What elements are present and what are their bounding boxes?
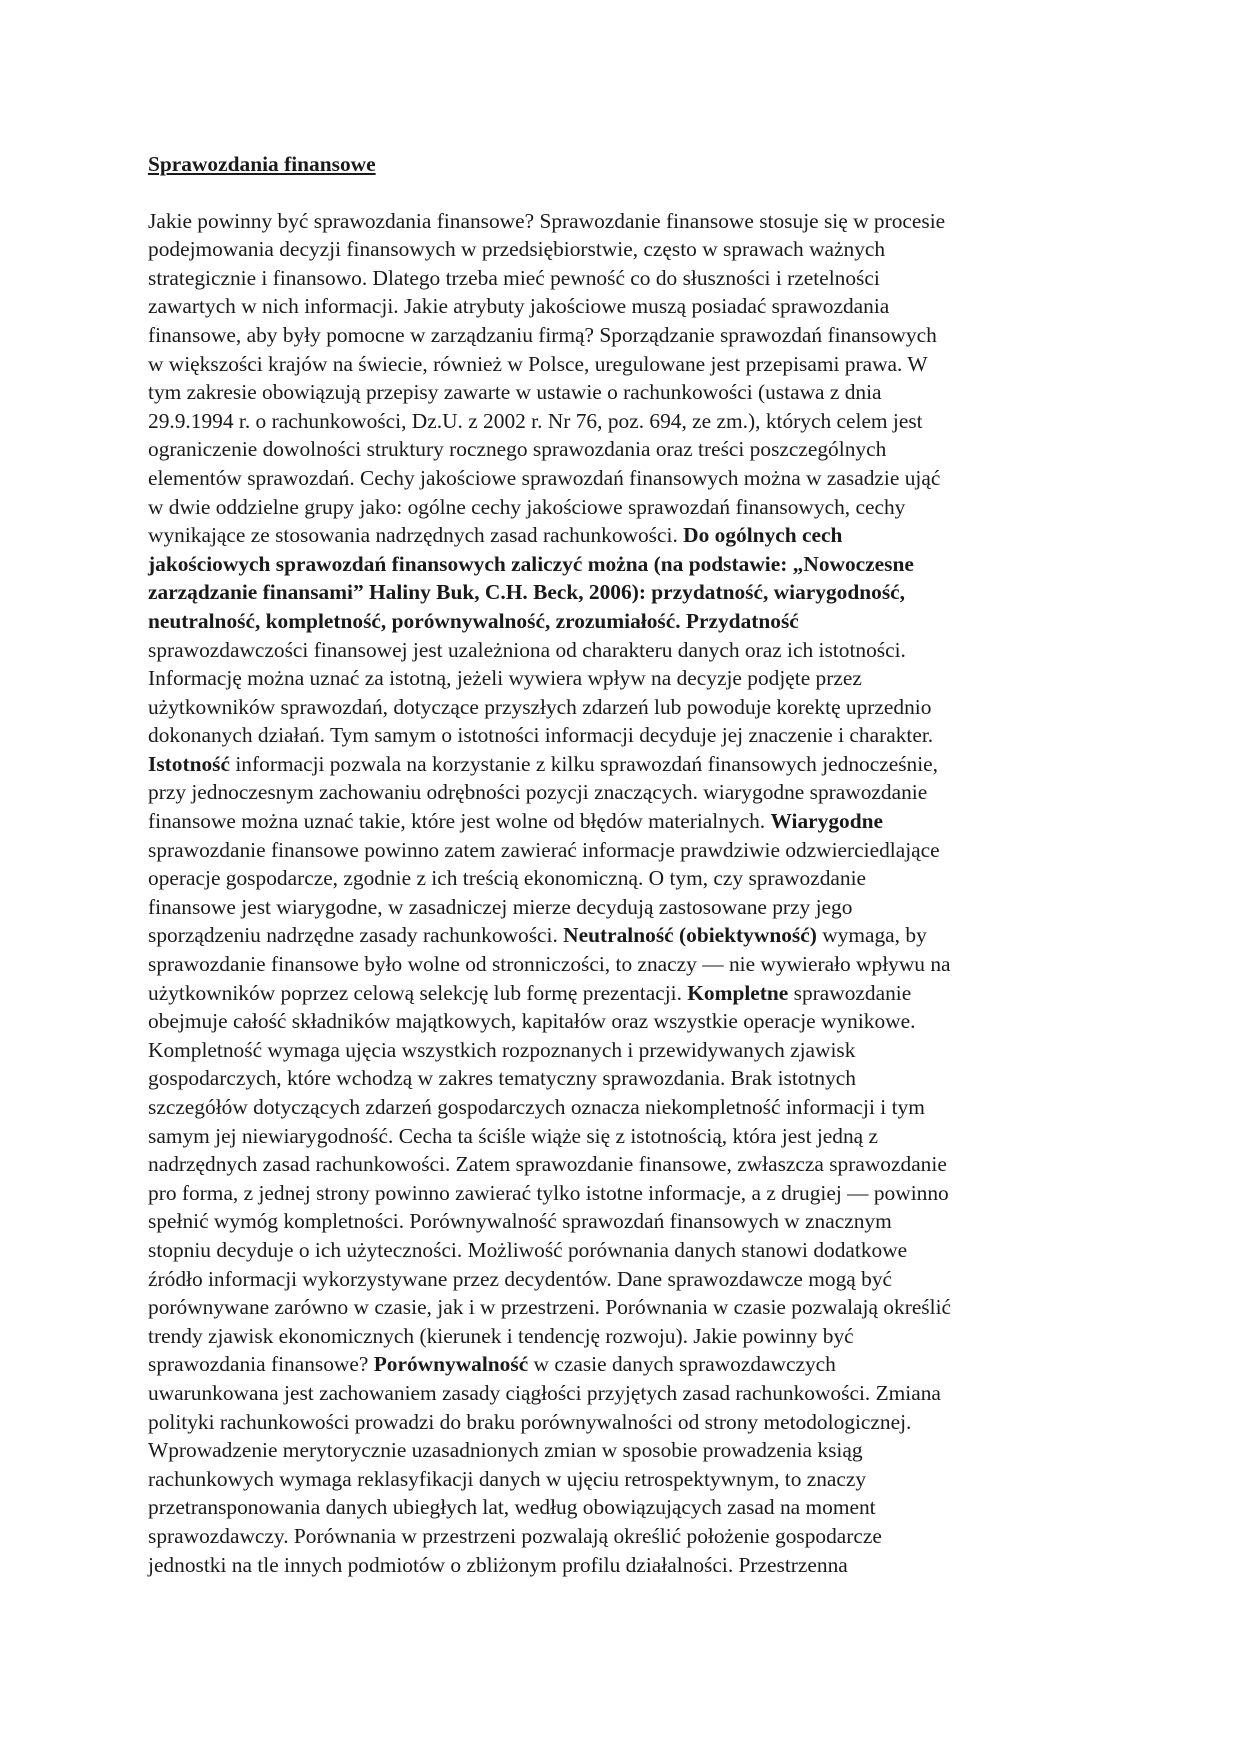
text-segment: 29.9.1994 r. o rachunkowości, Dz.U. z 2002 r. Nr 76, poz. 694, ze zm.), których celem jest: [148, 408, 923, 433]
text-line: [148, 950, 1088, 979]
text-line: [148, 836, 1088, 865]
text-segment: sprawozdawczości finansowej jest uzależniona od charakteru danych oraz ich istotności.: [148, 637, 906, 662]
text-segment: szczegółów dotyczących zdarzeń gospodarczych oznacza niekompletność informacji i tym: [148, 1095, 925, 1119]
text-segment: jednostki na tle innych podmiotów o zbliżonym profilu działalności. Przestrzenna: [148, 1552, 848, 1577]
text-segment: przy jednoczesnym zachowaniu odrębności pozycji znaczących. wiarygodne sprawozdanie: [148, 780, 928, 805]
text-line: [148, 664, 1088, 693]
text-segment: finansowe, aby były pomocne w zarządzaniu firmą? Sporządzanie sprawozdań finansowych: [148, 322, 937, 347]
bold-text-segment: Kompletne: [687, 980, 789, 1005]
text-line: [148, 1093, 1088, 1122]
text-line: [148, 921, 1088, 950]
bold-text-segment: Do ogólnych cech: [683, 523, 843, 548]
bold-text-segment: Porównywalność: [373, 1352, 529, 1377]
text-line: [148, 1036, 1088, 1065]
text-segment: rachunkowych wymaga reklasyfikacji danych w ujęciu retrospektywnym, to znaczy: [148, 1466, 867, 1491]
text-line: [148, 1265, 1088, 1294]
text-segment: w czasie danych sprawozdawczych: [528, 1352, 836, 1377]
text-line: [148, 1207, 1088, 1236]
text-line: [148, 207, 1088, 236]
text-line: [148, 1493, 1088, 1522]
text-segment: Wprowadzenie merytorycznie uzasadnionych zmian w sposobie prowadzenia ksiąg: [148, 1438, 863, 1463]
text-segment: porównywane zarówno w czasie, jak i w przestrzeni. Porównania w czasie pozwalają określić: [148, 1295, 952, 1320]
text-segment: spełnić wymóg kompletności. Porównywalność sprawozdań finansowych w znacznym: [148, 1209, 892, 1234]
text-segment: elementów sprawozdań. Cechy jakościowe sprawozdań finansowych można w zasadzie ująć: [148, 465, 941, 490]
text-segment: Informację można uznać za istotną, jeżeli wywiera wpływ na decyzje podjęte przez: [148, 666, 862, 691]
text-line: [148, 1379, 1088, 1408]
text-segment: podejmowania decyzji finansowych w przedsiębiorstwie, często w sprawach ważnych: [148, 237, 886, 262]
text-segment: trendy zjawisk ekonomicznych (kierunek i tendencję rozwoju). Jakie powinny być: [148, 1323, 854, 1348]
text-line: [148, 693, 1088, 722]
text-line: [148, 979, 1088, 1008]
text-segment: zawartych w nich informacji. Jakie atrybuty jakościowe muszą posiadać sprawozdania: [148, 294, 890, 319]
bold-text-segment: Istotność: [148, 751, 231, 776]
text-line: [148, 435, 1088, 464]
text-line: [148, 1293, 1088, 1322]
text-line: [148, 1150, 1088, 1179]
text-line: [148, 521, 1088, 550]
text-segment: sprawozdanie finansowe było wolne od stronniczości, to znaczy — nie wywierało wpływu na: [148, 952, 951, 977]
bold-text-segment: zarządzanie finansami” Haliny Buk, C.H. Beck, 2006): przydatność, wiarygodność,: [148, 580, 906, 605]
text-line: [148, 1465, 1088, 1494]
text-segment: źródło informacji wykorzystywane przez decydentów. Dane sprawozdawcze mogą być: [148, 1266, 893, 1291]
text-line: [148, 778, 1088, 807]
text-segment: stopniu decyduje o ich użyteczności. Możliwość porównania danych stanowi dodatkowe: [148, 1237, 908, 1262]
bold-text-segment: neutralność, kompletność, porównywalność, zrozumiałość. Przydatność: [148, 608, 799, 633]
text-segment: użytkowników sprawozdań, dotyczące przyszłych zdarzeń lub powoduje korektę uprzednio: [148, 694, 932, 719]
text-line: [148, 292, 1088, 321]
text-segment: operacje gospodarcze, zgodnie z ich treścią ekonomiczną. O tym, czy sprawozdanie: [148, 866, 867, 891]
text-segment: pro forma, z jednej strony powinno zawierać tylko istotne informacje, a z drugiej — powinno: [148, 1180, 949, 1205]
bold-text-segment: Neutralność (obiektywność): [563, 923, 817, 948]
text-segment: uwarunkowana jest zachowaniem zasady ciągłości przyjętych zasad rachunkowości. Zmiana: [148, 1380, 941, 1405]
text-segment: sprawozdawczy. Porównania w przestrzeni pozwalają określić położenie gospodarcze: [148, 1523, 882, 1548]
text-segment: informacji pozwala na korzystanie z kilku sprawozdań finansowych jednocześnie,: [230, 751, 939, 776]
text-segment: użytkowników poprzez celową selekcję lub formę prezentacji.: [148, 980, 688, 1005]
text-line: [148, 1522, 1088, 1551]
text-line: [148, 1322, 1088, 1351]
text-line: [148, 264, 1088, 293]
text-line: [148, 1064, 1088, 1093]
text-line: [148, 493, 1088, 522]
text-line: [148, 235, 1088, 264]
text-line: [148, 578, 1088, 607]
text-segment: strategicznie i finansowo. Dlatego trzeba mieć pewność co do słuszności i rzetelności: [148, 265, 880, 290]
text-segment: Kompletność wymaga ujęcia wszystkich rozpoznanych i przewidywanych zjawisk: [148, 1037, 856, 1062]
text-segment: Jakie powinny być sprawozdania finansowe? Sprawozdanie finansowe stosuje się w procesie: [148, 208, 946, 233]
text-line: [148, 407, 1088, 436]
bold-text-segment: Wiarygodne: [770, 809, 884, 834]
text-line: [148, 464, 1088, 493]
text-line: [148, 721, 1088, 750]
text-segment: nadrzędnych zasad rachunkowości. Zatem sprawozdanie finansowe, zwłaszcza sprawozdanie: [148, 1152, 947, 1177]
text-segment: ograniczenie dowolności struktury rocznego sprawozdania oraz treści poszczególnych: [148, 437, 887, 462]
text-line: [148, 1350, 1088, 1379]
bold-text-segment: jakościowych sprawozdań finansowych zaliczyć można (na podstawie: „Nowoczesne: [148, 551, 914, 576]
text-line: [148, 1236, 1088, 1265]
text-segment: sprawozdanie: [788, 980, 912, 1005]
text-line: [148, 1551, 1088, 1580]
text-line: [148, 1179, 1088, 1208]
text-segment: finansowe można uznać takie, które jest wolne od błędów materialnych.: [148, 809, 771, 834]
text-line: [148, 636, 1088, 665]
text-line: [148, 550, 1088, 579]
text-line: [148, 378, 1088, 407]
text-segment: wynikające ze stosowania nadrzędnych zasad rachunkowości.: [148, 523, 684, 548]
document-body: [148, 207, 1088, 1580]
text-segment: tym zakresie obowiązują przepisy zawarte w ustawie o rachunkowości (ustawa z dnia: [148, 380, 882, 405]
text-segment: przetransponowania danych ubiegłych lat, według obowiązujących zasad na moment: [148, 1495, 876, 1520]
text-segment: gospodarczych, które wchodzą w zakres tematyczny sprawozdania. Brak istotnych: [148, 1066, 857, 1091]
text-line: [148, 1007, 1088, 1036]
text-segment: sprawozdanie finansowe powinno zatem zawierać informacje prawdziwie odzwierciedlające: [148, 837, 940, 862]
document-content: [148, 150, 1088, 1579]
text-segment: dokonanych działań. Tym samym o istotności informacji decyduje jej znaczenie i charakter.: [148, 723, 934, 748]
text-line: [148, 1436, 1088, 1465]
text-line: [148, 1408, 1088, 1437]
text-line: [148, 350, 1088, 379]
text-line: [148, 750, 1088, 779]
text-line: [148, 1122, 1088, 1151]
text-line: [148, 321, 1088, 350]
text-segment: samym jej niewiarygodność. Cecha ta ściśle wiąże się z istotnością, która jest jedną z: [148, 1123, 879, 1148]
text-line: [148, 893, 1088, 922]
document-title: Sprawozdania finansowe: [148, 152, 376, 176]
text-segment: w większości krajów na świecie, również w Polsce, uregulowane jest przepisami prawa. W: [148, 351, 928, 376]
text-line: [148, 807, 1088, 836]
text-segment: wymaga, by: [816, 923, 927, 948]
text-segment: polityki rachunkowości prowadzi do braku porównywalności od strony metodologicznej.: [148, 1409, 912, 1434]
text-segment: finansowe jest wiarygodne, w zasadniczej mierze decydują zastosowane przy jego: [148, 894, 853, 919]
text-segment: obejmuje całość składników majątkowych, kapitałów oraz wszystkie operacje wynikowe.: [148, 1009, 916, 1034]
text-segment: w dwie oddzielne grupy jako: ogólne cechy jakościowe sprawozdań finansowych, cechy: [148, 494, 906, 519]
text-segment: sprawozdania finansowe?: [148, 1352, 374, 1377]
text-line: [148, 607, 1088, 636]
text-segment: sporządzeniu nadrzędne zasady rachunkowości.: [148, 923, 564, 948]
text-line: [148, 864, 1088, 893]
